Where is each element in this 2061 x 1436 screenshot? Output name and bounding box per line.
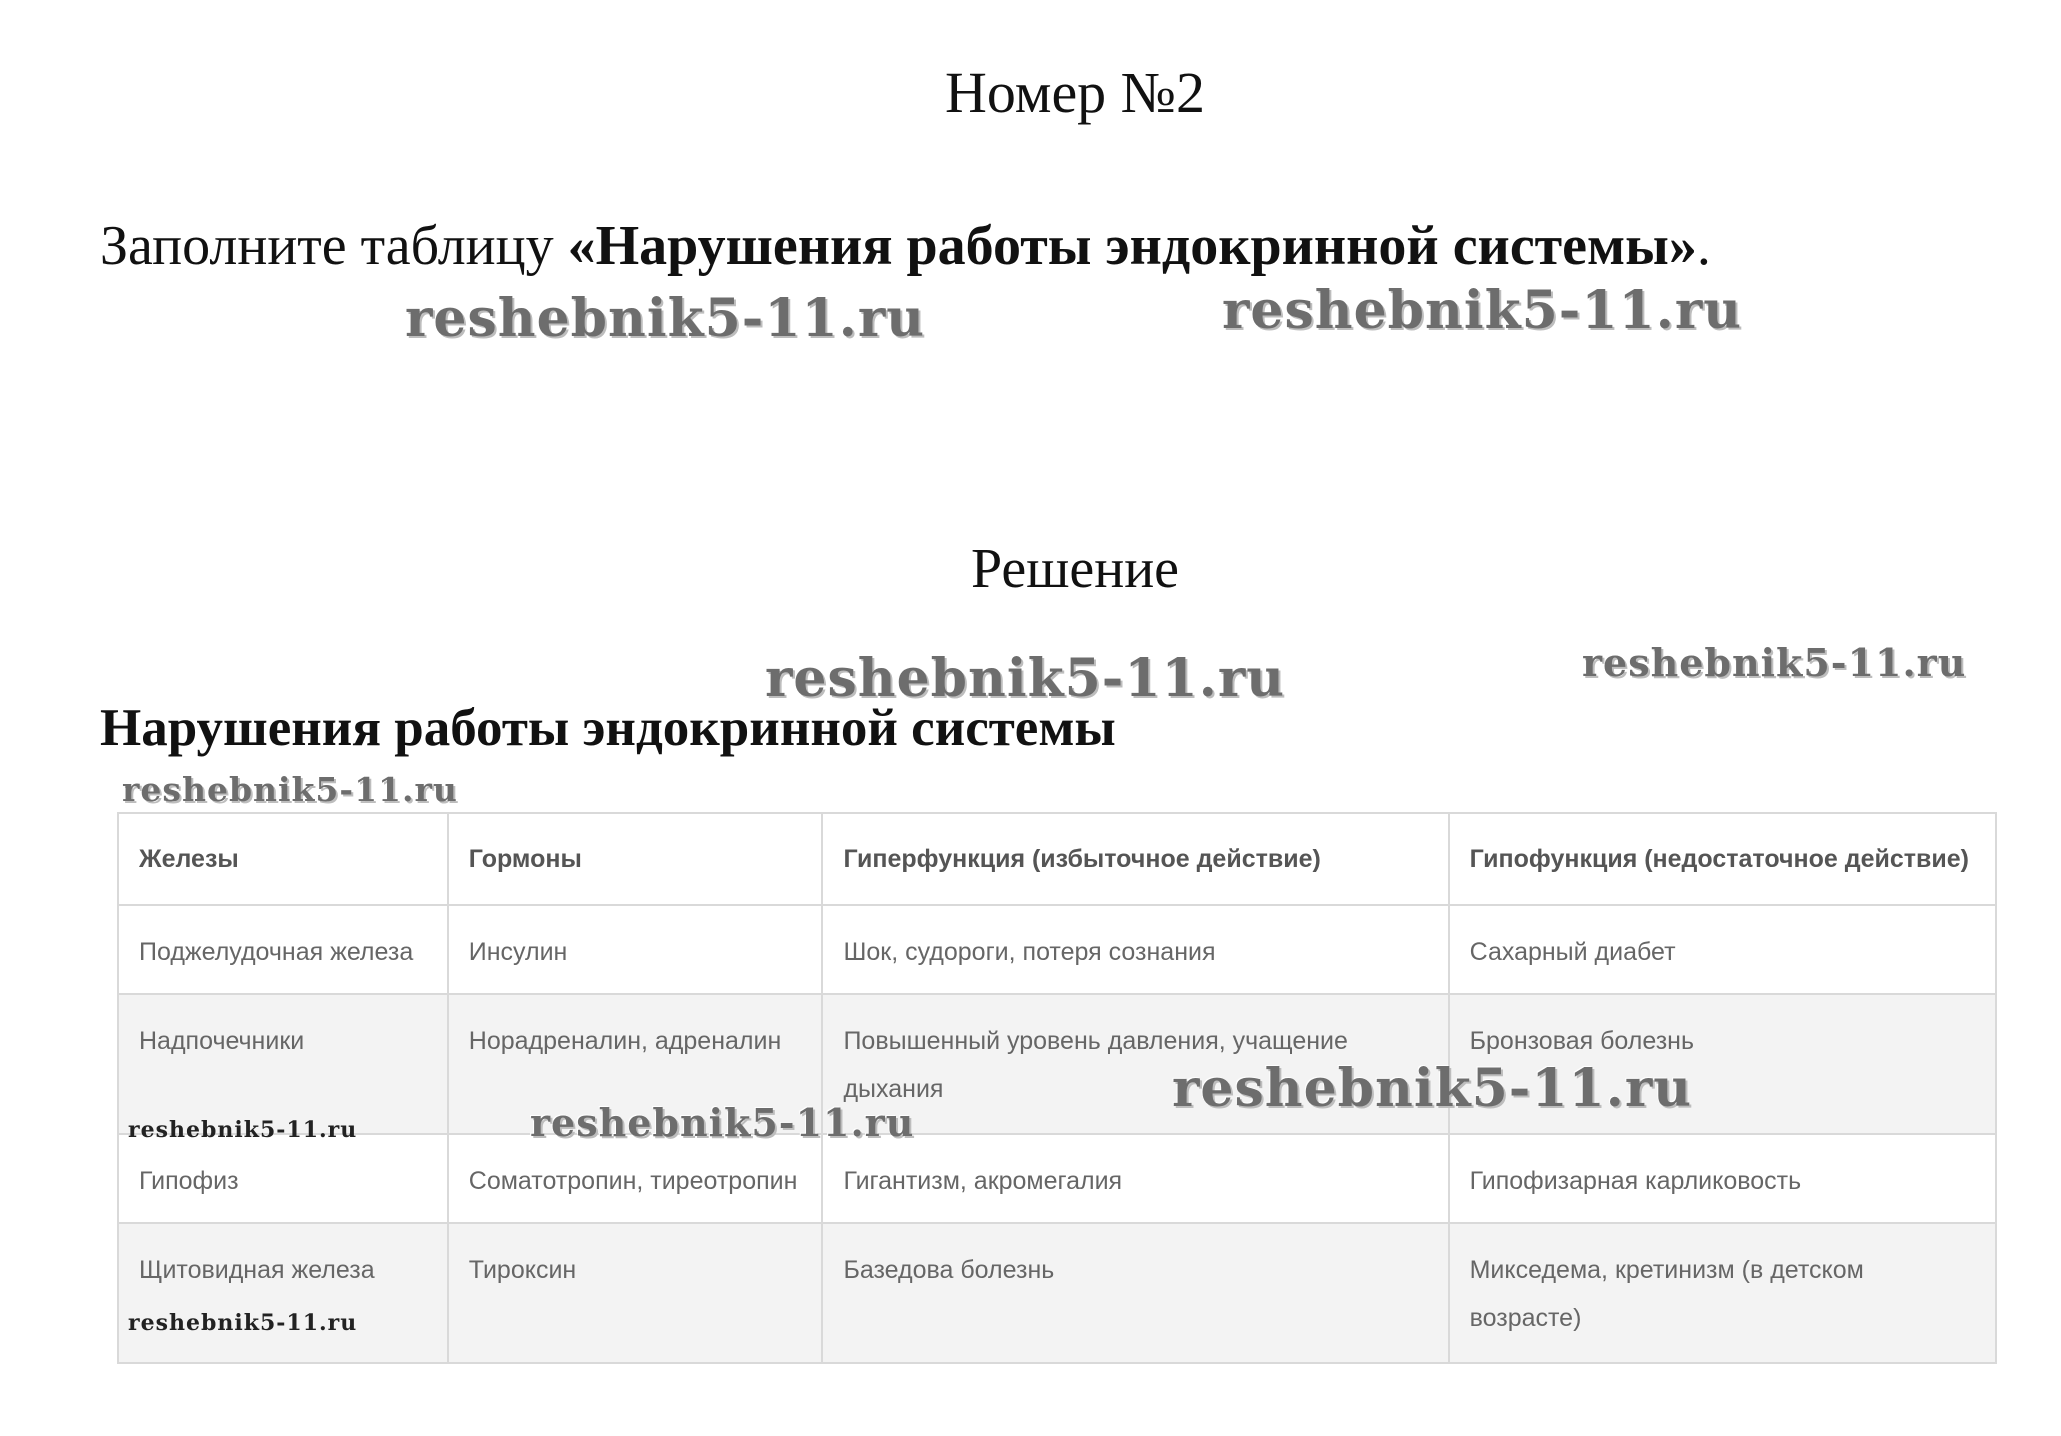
endocrine-table	[117, 812, 1997, 1364]
header-hormones: Гормоны	[448, 813, 823, 905]
solution-heading: Решение	[970, 538, 1180, 600]
cell-hypofunction: Гипофизарная карликовость	[1449, 1134, 1996, 1223]
header-hypofunction: Гипофункция (недостаточное действие)	[1449, 813, 1996, 905]
task-text	[100, 212, 1711, 280]
cell-gland: Поджелудочная железа	[118, 905, 448, 994]
header-hyperfunction: Гиперфункция (избыточное действие)	[822, 813, 1448, 905]
cell-hormone: Тироксин	[448, 1223, 823, 1363]
watermark: reshebnik5-11.ru	[122, 770, 458, 809]
watermark: reshebnik5-11.ru	[1582, 640, 1967, 685]
cell-hyperfunction: Базедова болезнь	[822, 1223, 1448, 1363]
cell-hyperfunction: Шок, судороги, потеря сознания	[822, 905, 1448, 994]
watermark: reshebnik5-11.ru	[128, 1117, 358, 1143]
watermark: reshebnik5-11.ru	[405, 288, 926, 349]
watermark: reshebnik5-11.ru	[765, 648, 1286, 709]
task-prefix: Заполните таблицу	[100, 215, 568, 277]
cell-gland: Щитовидная железа	[118, 1223, 448, 1363]
section-title: Нарушения работы эндокринной системы	[100, 699, 1116, 757]
cell-hyperfunction: Гигантизм, акромегалия	[822, 1134, 1448, 1223]
cell-hypofunction: Бронзовая болезнь	[1449, 994, 1996, 1134]
cell-hyperfunction: Повышенный уровень давления, учащение дыхания	[822, 994, 1448, 1134]
table-row	[118, 994, 1996, 1134]
table-row	[118, 1134, 1996, 1223]
cell-hypofunction: Сахарный диабет	[1449, 905, 1996, 994]
cell-gland: Надпочечники	[118, 994, 448, 1134]
table-row	[118, 905, 1996, 994]
table-row	[118, 1223, 1996, 1363]
task-number: Номер №2	[944, 60, 1206, 125]
cell-hormone: Инсулин	[448, 905, 823, 994]
watermark: reshebnik5-11.ru	[1222, 280, 1743, 341]
watermark: reshebnik5-11.ru	[1172, 1058, 1693, 1119]
task-suffix: .	[1696, 215, 1711, 277]
header-glands: Железы	[118, 813, 448, 905]
table-header-row	[118, 813, 1996, 905]
cell-hypofunction: Микседема, кретинизм (в детском возрасте)	[1449, 1223, 1996, 1363]
task-title-bold: «Нарушения работы эндокринной системы»	[567, 215, 1697, 277]
cell-hormone: Соматотропин, тиреотропин	[448, 1134, 823, 1223]
cell-gland: Гипофиз	[118, 1134, 448, 1223]
watermark: reshebnik5-11.ru	[530, 1100, 915, 1145]
cell-hormone: Норадреналин, адреналин	[448, 994, 823, 1134]
watermark: reshebnik5-11.ru	[128, 1310, 358, 1336]
